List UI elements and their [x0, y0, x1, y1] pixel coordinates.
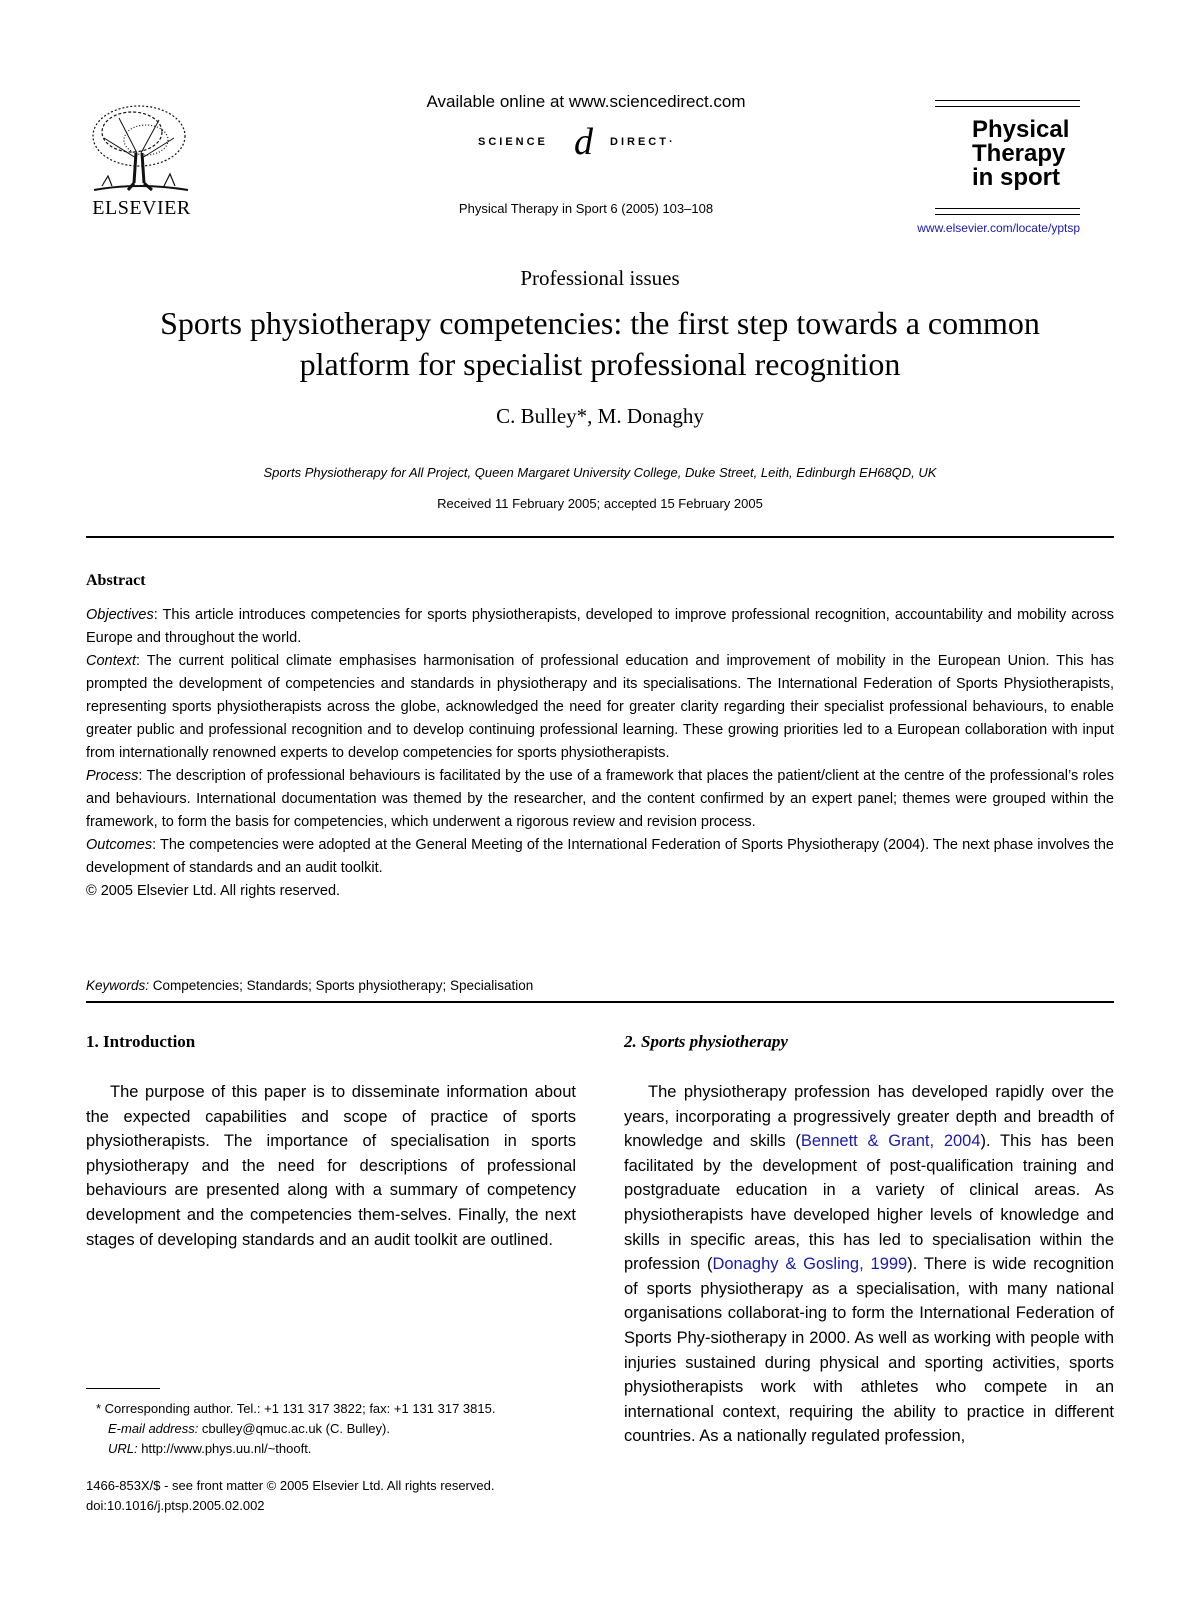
sciencedirect-logo [470, 122, 710, 168]
sciencedirect-logo-d: d [574, 121, 593, 163]
journal-url-link[interactable]: www.elsevier.com/locate/yptsp [917, 221, 1080, 235]
process-text: : The description of professional behaviours is facilitated by the use of a framework that places the patient/client at the centre of the professional’s roles and behaviours. International documentation was themed by the researcher, and the content confirmed by an expert panel; themes were grouped within the framework, to form the basis for competencies, which underwent a rigorous review and revision process. [86, 768, 1114, 830]
article-section-kind: Professional issues [520, 266, 680, 290]
abstract-objectives [86, 604, 1114, 650]
journal-logo-rule-bottom [935, 208, 1080, 209]
sciencedirect-logo-left: SCIENCE [478, 136, 548, 148]
url-note [86, 1439, 586, 1459]
email-label: E-mail address: [108, 1421, 199, 1436]
author-affiliation: Sports Physiotherapy for All Project, Queen Margaret University College, Duke Street, Leith, Edinburgh EH68QD, UK [263, 465, 937, 480]
sports-physiotherapy-paragraph [624, 1080, 1114, 1449]
email-address[interactable]: cbulley@qmuc.ac.uk (C. Bulley). [198, 1421, 390, 1436]
abstract-heading: Abstract [86, 572, 146, 589]
introduction-body [86, 1080, 576, 1252]
email-note [86, 1419, 586, 1439]
journal-logo-line-2: Therapy [972, 140, 1066, 167]
journal-logo-title [972, 118, 1092, 190]
article-title [90, 303, 1110, 385]
keywords-text: Competencies; Standards; Sports physiotherapy; Specialisation [149, 978, 534, 993]
sports-text-part-3: ). There is wide recognition of sports physiotherapy as a specialisation, with many national organisations collaborat-ing to form the International Federation of Sports Phy-siotherapy in 2000. As well as working with people with injuries sustained during physical and sporting activities, sports physiotherapists work with athletes who compete in an international context, requiring the ability to practice in different countries. As a nationally regulated profession, [624, 1255, 1114, 1446]
issn-line: 1466-853X/$ - see front matter © 2005 Elsevier Ltd. All rights reserved. [86, 1478, 495, 1493]
issn-block [86, 1476, 586, 1516]
sports-physiotherapy-body [624, 1080, 1114, 1449]
journal-logo-rule-top [935, 100, 1080, 101]
url-label: URL: [108, 1441, 138, 1456]
received-dates: Received 11 February 2005; accepted 15 February 2005 [437, 496, 763, 511]
objectives-text: : This article introduces competencies for sports physiotherapists, developed to improve professional recognition, accountability and mobility across Europe and throughout the world. [86, 607, 1114, 646]
outcomes-label: Outcomes [86, 837, 153, 853]
journal-citation: Physical Therapy in Sport 6 (2005) 103–108 [458, 201, 714, 216]
publisher-name: ELSEVIER [92, 197, 191, 219]
sciencedirect-logo-right: DIRECT· [610, 136, 676, 148]
footnote-block [86, 1399, 586, 1459]
objectives-label: Objectives [86, 607, 154, 623]
abstract-process [86, 765, 1114, 834]
abstract-outcomes [86, 834, 1114, 880]
keywords-line [86, 978, 1114, 993]
doi-line[interactable]: doi:10.1016/j.ptsp.2005.02.002 [86, 1498, 265, 1513]
url-address[interactable]: http://www.phys.uu.nl/~thooft. [137, 1441, 312, 1456]
citation-bennett-grant[interactable]: Bennett & Grant, 2004 [800, 1132, 981, 1151]
outcomes-text: : The competencies were adopted at the General Meeting of the International Federation of Sports Physiotherapy (2004). The next phase involves the development of standards and an audit toolkit. [86, 837, 1114, 876]
corresponding-author-note: * Corresponding author. Tel.: +1 131 317 3822; fax: +1 131 317 3815. [96, 1401, 496, 1416]
context-text: : The current political climate emphasises harmonisation of professional education and improvement of mobility in the European Union. This has prompted the development of competencies and standards in physiotherapy and its specialisations. The International Federation of Sports Physiotherapists, representing sports physiotherapists across the globe, acknowledged the need for greater clarity regarding their specialist professional behaviours, to enable greater public and professional recognition and to develop continuing professional learning. These growing priorities led to a European collaboration with input from internationally renowned experts to develop competencies for sports physiotherapists. [86, 653, 1114, 761]
available-online-text: Available online at www.sciencedirect.com [426, 92, 746, 111]
article-title-line-2: platform for specialist professional recognition [299, 346, 901, 382]
abstract-body [86, 604, 1114, 903]
footnote-rule [86, 1388, 160, 1389]
journal-logo-line-1: Physical [972, 116, 1070, 143]
abstract-bottom-rule [86, 1001, 1114, 1003]
process-label: Process [86, 768, 139, 784]
abstract-top-rule [86, 536, 1114, 538]
sports-text-part-1: The physiotherapy profession has developed rapidly over the years, incorporating a progressively greater depth and breadth of knowledge and skills ( [624, 1083, 1114, 1151]
article-authors: C. Bulley*, M. Donaghy [496, 404, 704, 428]
journal-logo-rule-top-2 [935, 106, 1080, 107]
abstract-copyright: © 2005 Elsevier Ltd. All rights reserved. [86, 883, 341, 899]
context-label: Context [86, 653, 136, 669]
citation-donaghy-gosling[interactable]: Donaghy & Gosling, 1999 [712, 1255, 908, 1274]
sports-physiotherapy-heading: 2. Sports physiotherapy [624, 1032, 788, 1051]
journal-logo-line-3: in sport [972, 164, 1060, 191]
sports-text-part-2: ). This has been facilitated by the development of post-qualification training and postgraduate education in a variety of clinical areas. As physiotherapists have developed higher levels of knowledge and skills in specific areas, this has led to specialisation within the profession ( [624, 1132, 1114, 1274]
journal-logo-rule-bottom-2 [935, 214, 1080, 215]
abstract-context [86, 650, 1114, 765]
introduction-heading: 1. Introduction [86, 1032, 196, 1051]
introduction-paragraph: The purpose of this paper is to disseminate information about the expected capabilities and scope of practice of sports physiotherapists. The importance of specialisation in sports physiotherapy and the need for descriptions of professional behaviours are presented along with a summary of competency development and the competencies them-selves. Finally, the next stages of developing standards and an audit toolkit are outlined. [86, 1083, 576, 1249]
keywords-label: Keywords: [86, 978, 150, 993]
article-title-line-1: Sports physiotherapy competencies: the first step towards a common [160, 305, 1040, 341]
